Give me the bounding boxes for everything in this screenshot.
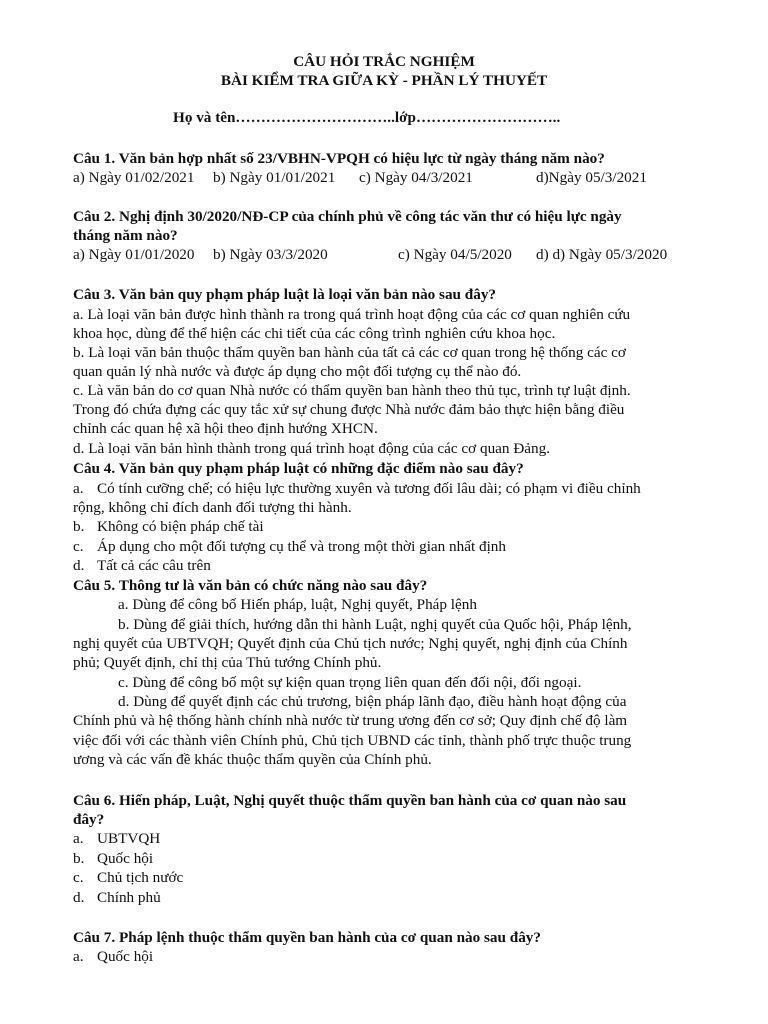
q3-option-a: a. Là loại văn bản được hình thành ra trong quá trình hoạt động của các cơ quan nghiên cứu (73, 306, 631, 323)
q6-marker-d: d. (73, 889, 85, 906)
question-2: Câu 2. Nghị định 30/2020/NĐ-CP của chính phủ về công tác văn thư có hiệu lực ngày (73, 208, 622, 225)
q2-option-c: c) Ngày 04/5/2020 (398, 246, 512, 263)
exam-title: CÂU HỎI TRẮC NGHIỆM (293, 53, 475, 70)
q4-option-d-text: Tất cả các câu trên (97, 557, 211, 574)
q4-option-d (73, 556, 695, 575)
q3-option-b: b. Là loại văn bản thuộc thẩm quyền ban hành của tất cả các cơ quan trong hệ thống các cơ (73, 344, 626, 361)
q4-option-c-text: Áp dụng cho một đối tượng cụ thể và trong một thời gian nhất định (97, 538, 506, 555)
q1-option-c: c) Ngày 04/3/2021 (359, 169, 473, 186)
q1-option-b: b) Ngày 01/01/2021 (213, 169, 336, 186)
q5-option-d-cont2: việc đối với các thành viên Chính phủ, Chủ tịch UBND các tỉnh, thành phố trực thuộc trung (73, 732, 632, 749)
q3-option-d: d. Là loại văn bản hình thành trong quá trình hoạt động của các cơ quan Đảng. (73, 440, 551, 457)
question-4: Câu 4. Văn bản quy phạm pháp luật có những đặc điểm nào sau đây? (73, 460, 524, 477)
q6-marker-b: b. (73, 850, 85, 867)
q5-option-d-cont3: ương và các vấn đề khác thuộc thẩm quyền của Chính phủ. (73, 751, 432, 768)
question-3: Câu 3. Văn bản quy phạm pháp luật là loại văn bản nào sau đây? (73, 286, 497, 303)
q1-option-d: d)Ngày 05/3/2021 (536, 169, 647, 186)
q2-option-d: d) d) Ngày 05/3/2020 (536, 246, 668, 263)
q3-option-a-cont: khoa học, dùng để thể hiện các chi tiết của các công trình nghiên cứu khoa học. (73, 325, 556, 342)
q4-marker-c: c. (73, 538, 84, 555)
q6-option-c (73, 868, 695, 887)
q4-marker-b: b. (73, 518, 85, 535)
question-6-cont: đây? (73, 811, 105, 828)
q5-option-b: b. Dùng để giải thích, hướng dẫn thi hành Luật, nghị quyết của Quốc hội, Pháp lệnh, (118, 616, 632, 633)
q4-marker-a: a. (73, 480, 84, 497)
q4-option-b (73, 517, 695, 536)
q4-option-a-text: Có tính cưỡng chế; có hiệu lực thường xuyên và tương đối lâu dài; có phạm vi điều chỉnh (97, 480, 641, 497)
q2-option-b: b) Ngày 03/3/2020 (213, 246, 328, 263)
q4-option-a (73, 479, 695, 498)
q3-option-c-cont: Trong đó chứa đựng các quy tắc xử sự chung được Nhà nước đảm bảo thực hiện bằng điều (73, 401, 625, 418)
q6-marker-a: a. (73, 830, 84, 847)
question-1: Câu 1. Văn bản hợp nhất số 23/VBHN-VPQH có hiệu lực từ ngày tháng năm nào? (73, 150, 605, 167)
q4-marker-d: d. (73, 557, 85, 574)
q5-option-d-cont: Chính phủ và hệ thống hành chính nhà nước từ trung ương đến cơ sở; Quy định chế độ làm (73, 712, 628, 729)
student-name-line: Họ và tên…………………………..lớp……………………….. (173, 109, 561, 126)
q3-option-c: c. Là văn bản do cơ quan Nhà nước có thẩm quyền ban hành theo thủ tục, trình tự luật định. (73, 382, 631, 399)
q6-marker-c: c. (73, 869, 84, 886)
q6-option-d-text: Chính phủ (97, 889, 161, 906)
q6-option-a (73, 829, 695, 848)
q6-option-b (73, 849, 695, 868)
q5-option-b-cont: nghị quyết của UBTVQH; Quyết định của Chủ tịch nước; Nghị quyết, nghị định của Chính (73, 635, 628, 652)
q4-option-c (73, 537, 695, 556)
question-5: Câu 5. Thông tư là văn bản có chức năng nào sau đây? (73, 577, 428, 594)
q5-option-c: c. Dùng để công bố một sự kiện quan trọng liên quan đến đối nội, đối ngoại. (118, 674, 582, 691)
q7-option-a-text: Quốc hội (97, 948, 154, 965)
q4-option-b-text: Không có biện pháp chế tài (97, 518, 264, 535)
question-7: Câu 7. Pháp lệnh thuộc thẩm quyền ban hành của cơ quan nào sau đây? (73, 929, 541, 946)
q4-option-a-cont: rộng, không chỉ đích danh đối tượng thi hành. (73, 499, 352, 516)
question-6: Câu 6. Hiến pháp, Luật, Nghị quyết thuộc thẩm quyền ban hành của cơ quan nào sau (73, 792, 627, 809)
q7-option-a (73, 947, 695, 966)
q6-option-c-text: Chủ tịch nước (97, 869, 184, 886)
q6-option-b-text: Quốc hội (97, 850, 154, 867)
q3-option-c-cont2: chỉnh các quan hệ xã hội theo định hướng XHCN. (73, 420, 378, 437)
q1-option-a: a) Ngày 01/02/2021 (73, 169, 195, 186)
q7-marker-a: a. (73, 948, 84, 965)
question-2-cont: tháng năm nào? (73, 227, 178, 244)
q5-option-d: d. Dùng để quyết định các chủ trương, biện pháp lãnh đạo, điều hành hoạt động của (118, 693, 627, 710)
q5-option-b-cont2: phủ; Quyết định, chỉ thị của Thủ tướng Chính phủ. (73, 654, 382, 671)
q2-option-a: a) Ngày 01/01/2020 (73, 246, 195, 263)
exam-subtitle: BÀI KIỂM TRA GIỮA KỲ - PHẦN LÝ THUYẾT (220, 72, 548, 89)
q3-option-b-cont: quan quản lý nhà nước và được áp dụng cho một đối tượng cụ thể nào đó. (73, 363, 522, 380)
q5-option-a: a. Dùng để công bố Hiến pháp, luật, Nghị quyết, Pháp lệnh (118, 596, 477, 613)
q6-option-d (73, 888, 695, 907)
q6-option-a-text: UBTVQH (97, 830, 161, 847)
